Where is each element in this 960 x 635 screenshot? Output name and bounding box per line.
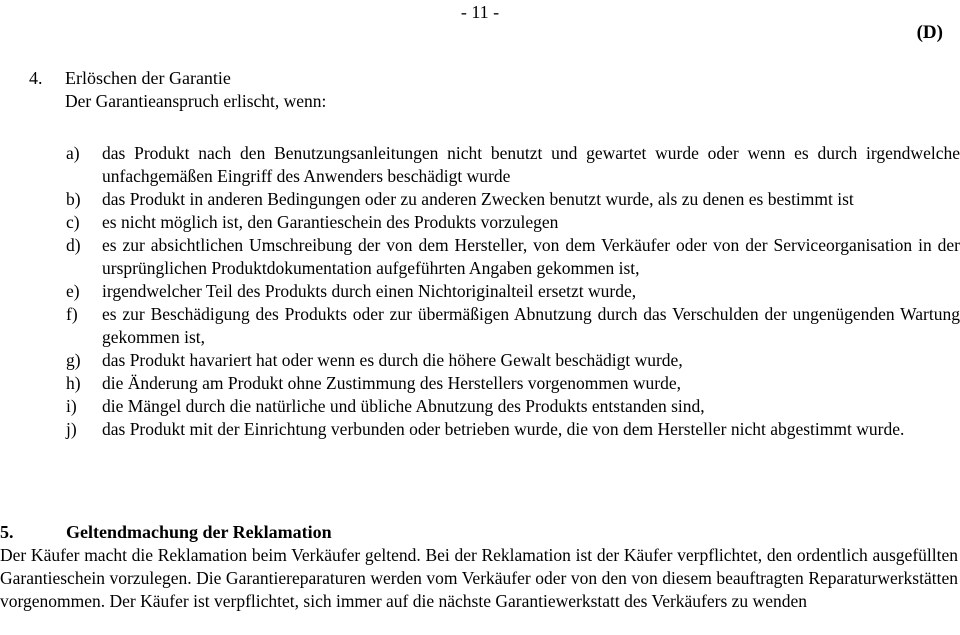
condition-marker: c) (66, 212, 80, 232)
section-number: 4. (29, 68, 43, 88)
condition-marker: a) (66, 143, 80, 163)
condition-text: das Produkt nach den Benutzungsanleitungen nicht benutzt und gewartet wurde oder wenn es durch irgendwelche unfachgemäßen Eingriff des Anwenders beschädigt wurde (102, 143, 960, 186)
condition-item (0, 372, 960, 395)
condition-text: es zur Beschädigung des Produkts oder zur übermäßigen Abnutzung durch das Verschulden der ungenügenden Wartung gekommen ist, (102, 304, 960, 347)
condition-item (0, 303, 960, 349)
section-intro: Der Garantieanspruch erlischt, wenn: (65, 91, 327, 111)
condition-text: das Produkt mit der Einrichtung verbunden oder betrieben wurde, die von dem Hersteller nicht abgestimmt wurde. (102, 419, 905, 439)
condition-marker: d) (66, 235, 81, 255)
section-claim (0, 521, 960, 613)
section-title: Erlöschen der Garantie (65, 68, 231, 88)
condition-marker: b) (66, 189, 81, 209)
condition-item (0, 211, 960, 234)
condition-marker: j) (66, 419, 77, 439)
condition-text: die Mängel durch die natürliche und übliche Abnutzung des Produkts entstanden sind, (102, 396, 705, 416)
condition-marker: h) (66, 373, 81, 393)
condition-item (0, 395, 960, 418)
condition-item (0, 349, 960, 372)
condition-text: das Produkt havariert hat oder wenn es durch die höhere Gewalt beschädigt wurde, (102, 350, 683, 370)
condition-text: die Änderung am Produkt ohne Zustimmung des Herstellers vorgenommen wurde, (102, 373, 682, 393)
section-number: 5. (0, 522, 14, 542)
condition-item (0, 188, 960, 211)
condition-list (0, 142, 960, 441)
condition-marker: f) (66, 304, 78, 324)
condition-text: es nicht möglich ist, den Garantieschein des Produkts vorzulegen (102, 212, 559, 232)
section-heading (29, 67, 929, 90)
condition-text: das Produkt in anderen Bedingungen oder zu anderen Zwecken benutzt wurde, als zu denen es bestimmt ist (102, 189, 854, 209)
condition-item (0, 418, 960, 441)
section-body: Der Käufer macht die Reklamation beim Verkäufer geltend. Bei der Reklamation ist der Käufer verpflichtet, den ordentlich ausgefüllten Garantieschein vorzulegen. Die Garantiereparaturen werden vom Verkäufer oder von den von diesem beauftragten Reparaturwerkstätten vorgenommen. Der Käufer ist verpflichtet, sich immer auf die nächste Garantiewerkstatt des Verkäufers zu wenden (0, 545, 958, 611)
section-title: Geltendmachung der Reklamation (66, 522, 332, 542)
condition-marker: g) (66, 350, 81, 370)
condition-item (0, 280, 960, 303)
condition-item (0, 234, 960, 280)
condition-text: es zur absichtlichen Umschreibung der von dem Hersteller, von dem Verkäufer oder von der Serviceorganisation in der ursprünglichen Produktdokumentation aufgeführten Angaben gekommen ist, (102, 235, 960, 278)
condition-item (0, 142, 960, 188)
section-warranty-expiry (29, 67, 929, 113)
page-number: - 11 - (460, 2, 500, 22)
section-heading (0, 521, 960, 544)
condition-marker: e) (66, 281, 80, 301)
condition-marker: i) (66, 396, 77, 416)
language-code: (D) (916, 22, 943, 43)
condition-text: irgendwelcher Teil des Produkts durch einen Nichtoriginalteil ersetzt wurde, (102, 281, 637, 301)
